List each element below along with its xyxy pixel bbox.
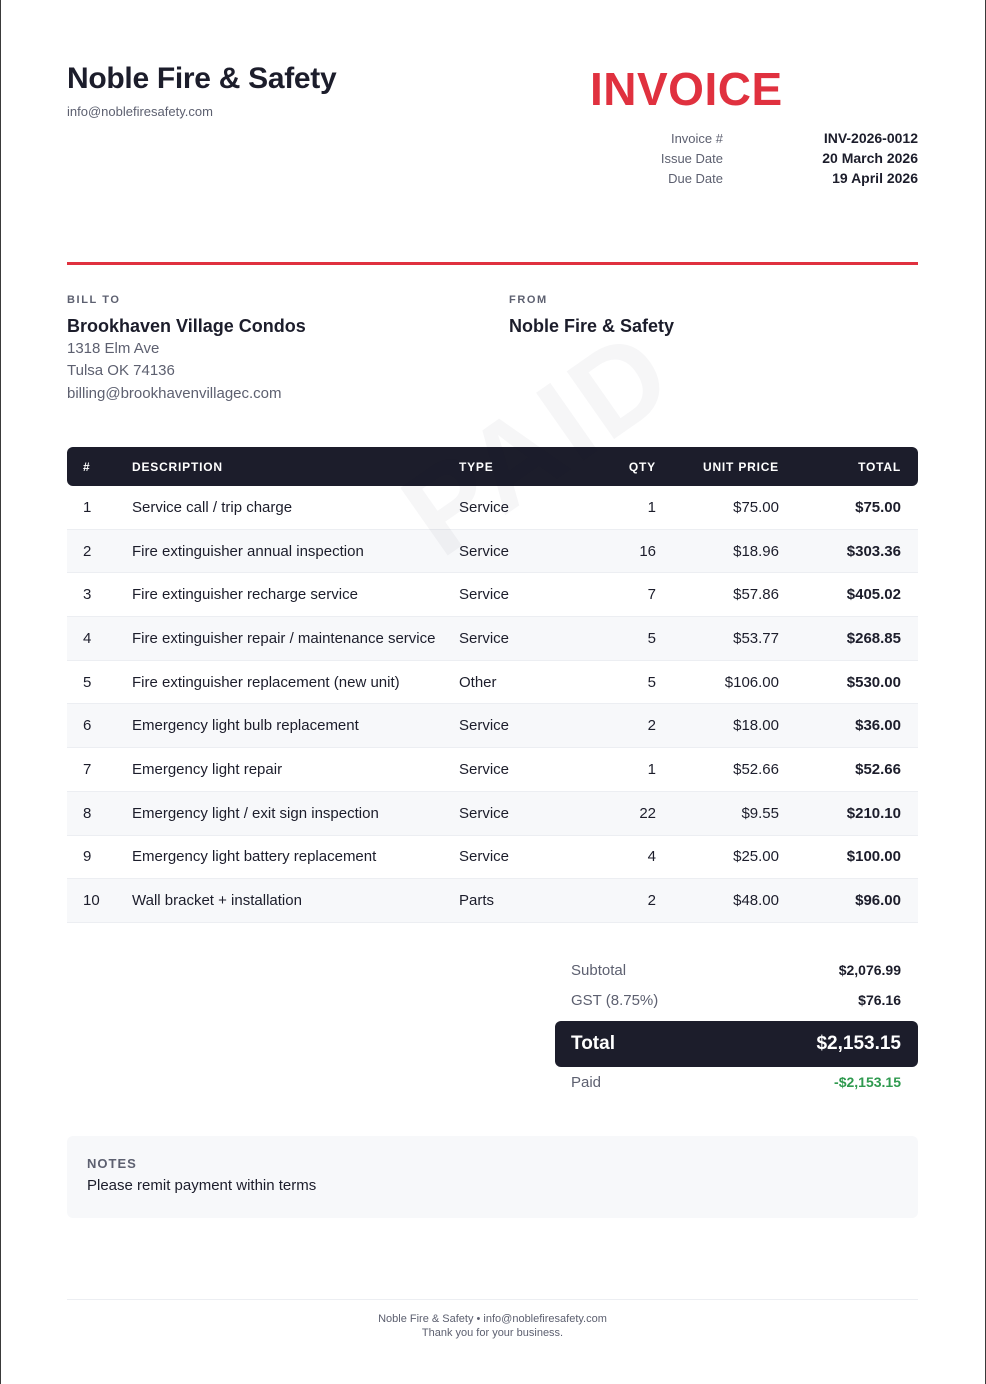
row-description: Emergency light battery replacement	[132, 848, 377, 866]
header-number: #	[83, 459, 91, 474]
row-number: 2	[83, 542, 92, 560]
row-unit-price: $75.00	[733, 498, 779, 516]
row-number: 9	[83, 848, 92, 866]
bill-to-address1: 1318 Elm Ave	[67, 340, 160, 357]
header-unit-price: UNIT PRICE	[702, 459, 779, 474]
row-qty: 1	[647, 760, 656, 778]
row-number: 10	[83, 892, 100, 910]
bill-to-label: BILL TO	[67, 294, 121, 306]
subtotal-row	[555, 955, 918, 985]
header-divider	[67, 262, 918, 265]
tax-value: $76.16	[858, 992, 901, 1008]
table-row	[67, 617, 918, 661]
footer-divider	[67, 1299, 918, 1300]
row-unit-price: $106.00	[724, 673, 779, 691]
paid-value: -$2,153.15	[834, 1074, 901, 1090]
notes-label: NOTES	[87, 1156, 137, 1171]
invoice-number-row	[600, 128, 918, 148]
bill-to-name: Brookhaven Village Condos	[67, 316, 306, 336]
subtotal-value: $2,076.99	[838, 962, 901, 978]
issue-date-label: Issue Date	[660, 150, 723, 166]
footer-thanks: Thank you for your business.	[421, 1327, 564, 1339]
issue-date-row	[600, 148, 918, 168]
row-qty: 5	[647, 629, 656, 647]
row-unit-price: $52.66	[733, 760, 779, 778]
invoice-number-label: Invoice #	[670, 130, 723, 146]
notes-box	[67, 1136, 918, 1218]
row-type: Other	[459, 673, 497, 691]
company-email: info@noblefiresafety.com	[67, 104, 213, 119]
total-value: $2,153.15	[816, 1033, 901, 1054]
row-description: Fire extinguisher annual inspection	[132, 542, 364, 560]
row-unit-price: $48.00	[733, 892, 779, 910]
table-row	[67, 661, 918, 705]
row-type: Service	[459, 717, 510, 735]
total-label: Total	[571, 1033, 615, 1054]
table-row	[67, 573, 918, 617]
row-total: $530.00	[846, 673, 901, 691]
footer-contact: Noble Fire & Safety • info@noblefiresafety.com	[378, 1313, 607, 1325]
issue-date: 20 March 2026	[822, 150, 918, 166]
invoice-number: INV-2026-0012	[823, 130, 918, 146]
row-description: Fire extinguisher replacement (new unit)	[132, 673, 400, 691]
row-qty: 16	[639, 542, 656, 560]
line-items-table	[67, 447, 918, 923]
row-description: Fire extinguisher recharge service	[132, 586, 358, 604]
row-type: Service	[459, 804, 510, 822]
row-number: 3	[83, 586, 92, 604]
row-qty: 7	[647, 586, 656, 604]
row-description: Emergency light / exit sign inspection	[132, 804, 379, 822]
row-type: Service	[459, 586, 510, 604]
table-row	[67, 704, 918, 748]
row-total: $405.02	[846, 586, 901, 604]
table-row	[67, 836, 918, 880]
due-date-row	[600, 168, 918, 188]
row-type: Parts	[459, 892, 495, 910]
row-total: $303.36	[846, 542, 901, 560]
subtotal-label: Subtotal	[571, 961, 627, 979]
bill-to-address2: Tulsa OK 74136	[67, 362, 175, 379]
row-qty: 2	[647, 892, 656, 910]
totals-panel	[555, 955, 918, 1097]
table-body	[67, 486, 918, 923]
header-description: DESCRIPTION	[132, 459, 223, 474]
header-total: TOTAL	[858, 459, 901, 474]
row-total: $52.66	[855, 760, 901, 778]
table-row	[67, 748, 918, 792]
row-unit-price: $9.55	[741, 804, 779, 822]
row-number: 8	[83, 804, 92, 822]
row-number: 4	[83, 629, 92, 647]
row-type: Service	[459, 760, 510, 778]
table-header	[67, 447, 918, 486]
row-type: Service	[459, 498, 510, 516]
due-date-label: Due Date	[668, 170, 723, 186]
row-qty: 4	[647, 848, 656, 866]
row-qty: 5	[647, 673, 656, 691]
row-description: Wall bracket + installation	[132, 892, 302, 910]
row-number: 5	[83, 673, 92, 691]
row-type: Service	[459, 848, 510, 866]
row-qty: 1	[647, 498, 656, 516]
invoice-meta	[600, 128, 918, 188]
invoice-title: INVOICE	[590, 63, 783, 115]
grand-total-box	[555, 1021, 918, 1067]
footer	[67, 1312, 918, 1340]
row-total: $210.10	[846, 804, 901, 822]
row-description: Service call / trip charge	[132, 498, 293, 516]
paid-row	[555, 1067, 918, 1097]
tax-label: GST (8.75%)	[571, 991, 659, 1009]
row-unit-price: $53.77	[733, 629, 779, 647]
from-label: FROM	[509, 294, 548, 306]
row-qty: 22	[639, 804, 656, 822]
row-description: Fire extinguisher repair / maintenance service	[132, 629, 436, 647]
row-number: 1	[83, 498, 92, 516]
row-description: Emergency light bulb replacement	[132, 717, 359, 735]
row-description: Emergency light repair	[132, 760, 283, 778]
notes-text: Please remit payment within terms	[87, 1177, 317, 1194]
row-unit-price: $57.86	[733, 586, 779, 604]
bill-to-email: billing@brookhavenvillagec.com	[67, 385, 282, 402]
row-unit-price: $25.00	[733, 848, 779, 866]
row-number: 7	[83, 760, 92, 778]
header-qty: QTY	[628, 459, 656, 474]
table-row	[67, 530, 918, 574]
table-row	[67, 486, 918, 530]
company-name: Noble Fire & Safety	[67, 62, 337, 95]
row-unit-price: $18.96	[733, 542, 779, 560]
tax-row	[555, 985, 918, 1015]
header-type: TYPE	[459, 459, 494, 474]
row-unit-price: $18.00	[733, 717, 779, 735]
paid-label: Paid	[571, 1073, 602, 1091]
due-date: 19 April 2026	[832, 170, 918, 186]
row-total: $36.00	[855, 717, 901, 735]
row-type: Service	[459, 542, 510, 560]
table-row	[67, 792, 918, 836]
row-total: $96.00	[855, 892, 901, 910]
row-total: $100.00	[846, 848, 901, 866]
row-qty: 2	[647, 717, 656, 735]
row-number: 6	[83, 717, 92, 735]
from-name: Noble Fire & Safety	[509, 316, 675, 336]
row-total: $268.85	[846, 629, 901, 647]
row-total: $75.00	[855, 498, 901, 516]
table-row	[67, 879, 918, 923]
row-type: Service	[459, 629, 510, 647]
